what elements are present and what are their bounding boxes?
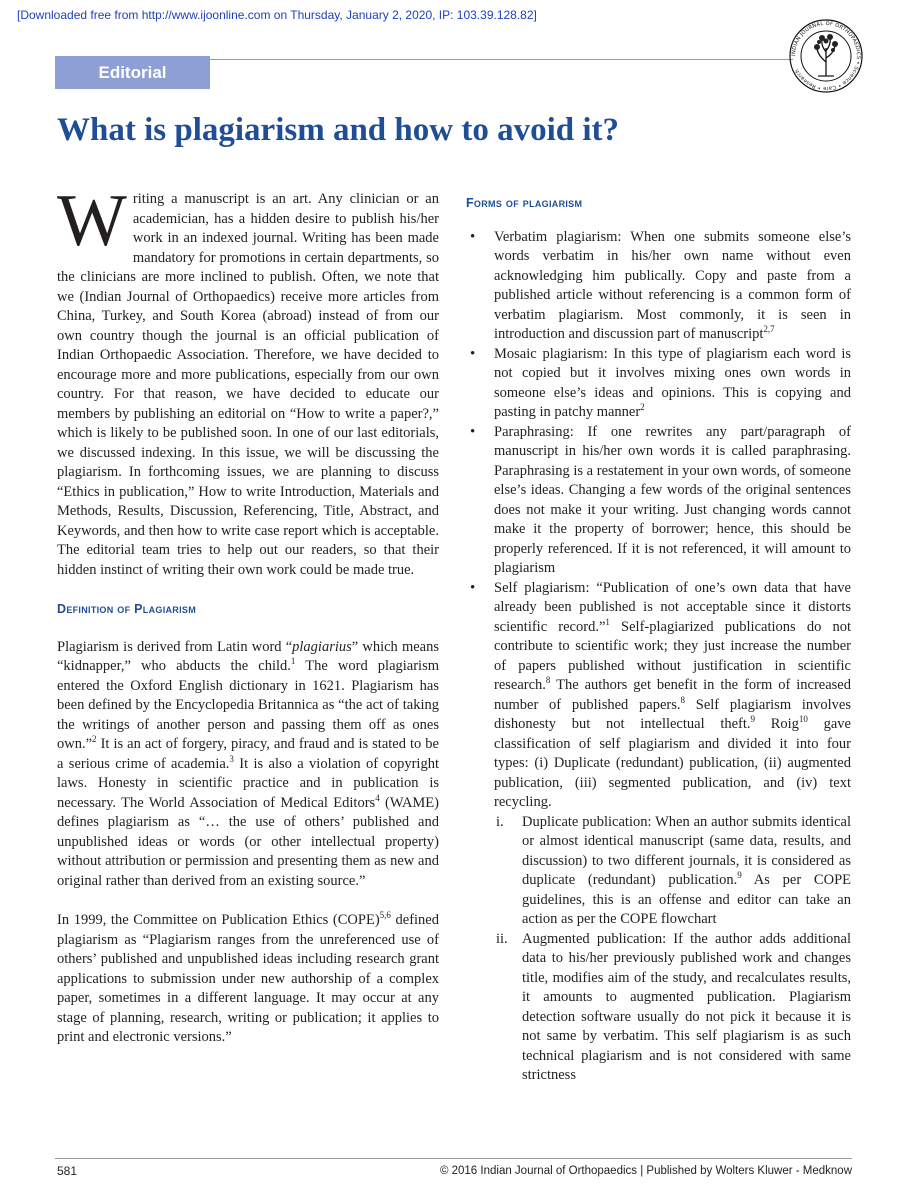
text-run: The word plagiarism entered the Oxford English dictionary in 1621. Plagiarism has been defined by the Encyclopedia Britannica as “the act of taking the writings of another person and passing them off as ones own.” [57,658,439,752]
download-notice: [Downloaded free from http://www.ijoonline.com on Thursday, January 2, 2020, IP: 103.39.128.82] [17,8,537,22]
text-run: Plagiarism is derived from Latin word “ [57,638,293,655]
latin-term: plagiarius [292,638,352,655]
text-run: Duplicate publication: When an author submits identical or almost identical manuscript (same data, results, and discussion) to two different journals, it is considered as duplicate (redundant) publication. [522,813,851,888]
self-plagiarism-types [494,813,851,1086]
section-label-editorial: Editorial [55,56,210,89]
text-run: The authors get benefit in the form of increased number of published papers. [494,677,851,713]
journal-logo-icon [788,18,864,94]
list-item-augmented [494,930,851,1086]
citation-ref: 3 [229,753,234,764]
text-run: It is an act of forgery, piracy, and fraud and is stated to be a serious crime of academia. [57,736,439,772]
footer-copyright: © 2016 Indian Journal of Orthopaedics | Published by Wolters Kluwer - Medknow [439,1165,852,1177]
citation-ref: 2 [640,402,645,413]
right-column [466,190,851,1142]
list-numeral: i. [496,813,504,830]
text-run: ” which means “kidnapper,” who abducts the child. [57,638,439,674]
list-item-verbatim [466,228,851,345]
text-run: Roig [755,716,799,732]
text-run: defined plagiarism as “Plagiarism ranges from the unreferenced use of others’ published and unpublished ideas including research grant applications to submission under new authorship of a complex paper, sometimes in a different language. It may occur at any stage of planning, research, writing or publication; it applies to print and electronic versions.” [57,912,439,1045]
intro-text: riting a manuscript is an art. Any clinician or an academician, has a hidden desire to publish his/her work in an indexed journal. Writing has been made mandatory for promotions in certain departments, so the clinicians are more inclined to publish. Often, we note that we (Indian Journal of Orthopaedics) receive more articles from China, Turkey, and South Korea (abroad) instead of from our own country though the journal is an official publication of Indian Orthopaedic Association. Therefore, we have decided to encourage more and more publications, especially from our own country. For that reason, we have decided to educate our members by publishing an editorial on “How to write a paper?,” which is likely to be published soon. In one of our last editorials, we discussed indexing. In this issue, we will be discussing the plagiarism. In forthcoming issues, we are planning to discuss “Ethics in publication,” How to write Introduction, Materials and Methods, Results, Discussion, Referencing, Title, Abstract, and Keywords, and then how to write case report which is acceptable. The editorial team tries to help out our readers, so that their hidden instinct of writing their own work could be made true. [57,191,439,578]
text-run: Verbatim plagiarism: When one submits someone else’s words verbatim in his/her own name without even acknowledging him publically. Copy and paste from a published article without referencing is a common form of verbatim plagiarism. Most commonly, it is seen in introduction and discussion part of manuscript [494,228,851,342]
intro-paragraph [57,190,439,580]
list-numeral: ii. [496,930,508,947]
citation-ref: 8 [680,694,686,705]
forms-heading: Forms of plagiarism [466,196,583,210]
text-run: Self plagiarism involves dishonesty but not intellectual theft. [494,696,851,732]
definition-paragraph [57,638,439,892]
text-run: As per COPE guidelines, this is an offense and editor can take an action as per the COPE flowchart [522,872,851,927]
citation-ref: 1 [605,616,610,627]
text-run: gave classification of self plagiarism and divided it into four types: (i) Duplicate (redundant) publication, (ii) augmented publication, (iii) segmented publication, and (iv) text recycling. [494,716,851,810]
text-run: Augmented publication: If the author adds additional data to his/her previously published work and changes title, modifies aim of the study, and recalculates results, it amounts to augmented publication. Plagiarism detection software usually do not pick it because it is not same by verbatim. This self plagiarism is as such technical plagiarism and is not considered with same strictness [522,930,851,1083]
footer-divider [55,1158,852,1159]
text-run: Mosaic plagiarism: In this type of plagiarism each word is not copied but it involves mixing ones own words in someone else’s ideas and opinions. This is copying and pasting in patchy manner [494,345,851,420]
header-divider [210,59,793,60]
list-item-duplicate [494,813,851,930]
text-run: Paraphrasing: If one rewrites any part/paragraph of manuscript in his/her own words it is called paraphrasing. Paraphrasing is a restatement in your own words, of someone else’s ideas. Changing a few words of the original sentences does not make it your writing. Just changing words cannot make it the property of borrower; hence, this should be properly referenced. If it is not referenced, it will amount to plagiarism [494,423,851,576]
list-item-paraphrasing [466,423,851,579]
text-run: It is also a violation of copyright laws. Honesty in scientific practice and in publication is necessary. The World Association of Medical Editors [57,755,439,811]
forms-list [466,228,851,1086]
citation-ref: 8 [545,675,551,686]
citation-ref: 1 [290,656,296,667]
definition-heading: Definition of Plagiarism [57,602,197,616]
page-number: 581 [57,1164,78,1178]
list-item-self-plagiarism [466,579,851,1086]
citation-ref: 9 [737,870,742,881]
citation-ref: 2,7 [763,324,775,335]
citation-ref: 5,6 [379,910,391,921]
citation-ref: 9 [750,714,756,725]
citation-ref: 2 [92,734,97,745]
article-title: What is plagiarism and how to avoid it? [57,112,619,148]
left-column [57,190,439,1142]
text-run: Self plagiarism: “Publication of one’s own data that have already been published is not acceptable since it distorts scientific record.” [494,579,851,635]
list-item-mosaic [466,345,851,423]
cope-paragraph [57,911,439,1048]
text-run: (WAME) defines plagiarism as “… the use of others’ published and unpublished ideas or words (or other intellectual property) without attribution or permission and presenting them as new and original rather than derived from an existing source.” [57,794,439,889]
text-run: In 1999, the Committee on Publication Ethics (COPE) [57,912,380,928]
journal-logo-text: INDIAN JOURNAL OF ORTHOPAEDICS • Science • Care • Research [790,20,862,92]
citation-ref: 4 [375,792,380,803]
drop-cap: W [57,190,127,262]
text-run: Self-plagiarized publications do not contribute to scientific work; they just increase the number of papers published without justification in scientific research. [494,618,851,693]
citation-ref: 10 [798,714,808,725]
